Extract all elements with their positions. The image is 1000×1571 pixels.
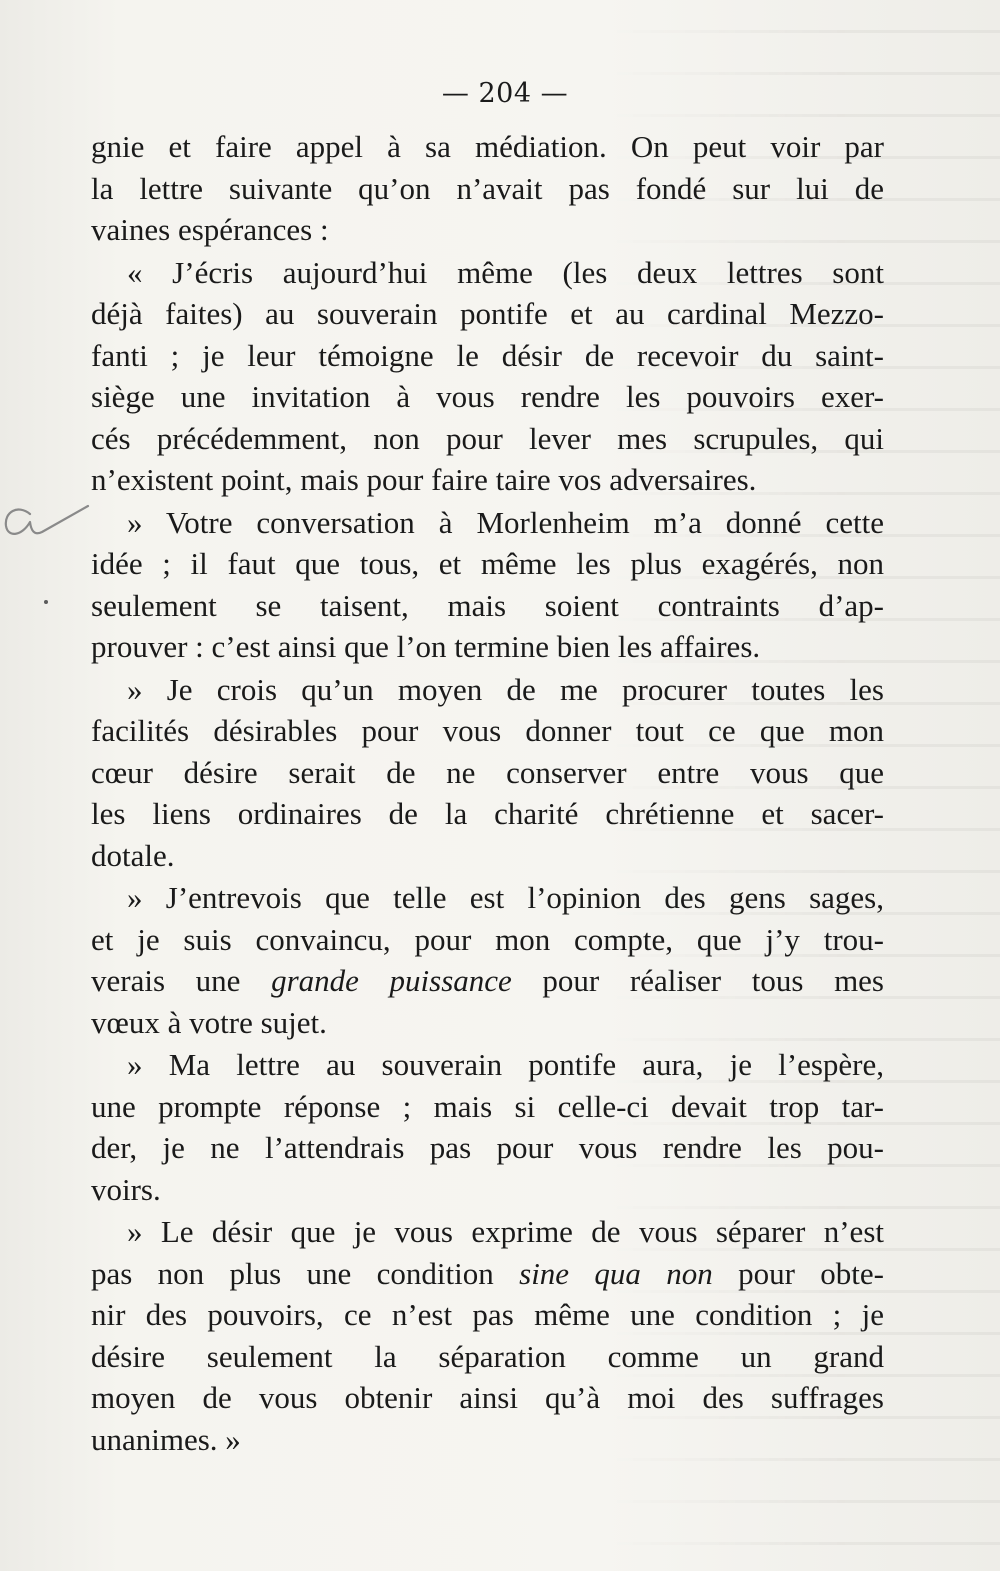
text-line: seulement se taisent, mais soient contraints d’ap-: [91, 587, 884, 623]
text-line: siège une invitation à vous rendre les pouvoirs exer-: [91, 379, 884, 414]
paragraph: [91, 877, 884, 1043]
text-line: gnie et faire appel à sa médiation. On peut voir par: [91, 129, 884, 164]
italic-phrase: grande puissance: [271, 963, 512, 998]
text-line: cœur désire serait de ne conserver entre vous que: [91, 754, 884, 790]
text-line: der, je ne l’attendrais pas pour vous rendre les pou-: [91, 1130, 884, 1165]
text-line: » J’entrevois que telle est l’opinion des gens sages,: [127, 880, 884, 915]
text-line: déjà faites) au souverain pontife et au cardinal Mezzo-: [91, 296, 884, 331]
text-line: fanti ; je leur témoigne le désir de recevoir du saint-: [91, 337, 884, 373]
text-line: verais une grande puissance pour réaliser tous mes: [91, 963, 885, 998]
text-line: dotale.: [91, 837, 175, 873]
text-line: « J’écris aujourd’hui même (les deux lettres sont: [127, 254, 884, 290]
text-line: n’existent point, mais pour faire taire vos adversaires.: [91, 462, 757, 497]
text-line: unanimes. »: [91, 1421, 241, 1457]
paragraph: [91, 1211, 884, 1460]
text-line: cés précédemment, non pour lever mes scrupules, qui: [91, 420, 884, 456]
text-line: la lettre suivante qu’on n’avait pas fondé sur lui de: [91, 170, 884, 206]
italic-phrase: sine qua non: [519, 1255, 713, 1291]
text-line: moyen de vous obtenir ainsi qu’à moi des suffrages: [91, 1380, 884, 1415]
paragraph: [91, 252, 884, 501]
ink-speck: [44, 600, 48, 604]
text-line: nir des pouvoirs, ce n’est pas même une condition ; je: [91, 1297, 884, 1332]
text-line: » Votre conversation à Morlenheim m’a donné cette: [127, 504, 884, 540]
paragraph: [91, 502, 884, 668]
text-line: et je suis convaincu, pour mon compte, que j’y trou-: [91, 921, 884, 957]
text-line: facilités désirables pour vous donner tout ce que mon: [91, 713, 884, 748]
page-number: — 204 —: [441, 78, 569, 109]
text-line: les liens ordinaires de la charité chrétienne et sacer-: [91, 796, 884, 831]
text-line: » Je crois qu’un moyen de me procurer toutes les: [127, 671, 884, 707]
paragraph: [91, 1044, 884, 1210]
text-line: vaines espérances :: [91, 212, 329, 247]
text-line: désire seulement la séparation comme un grand: [91, 1338, 884, 1374]
paragraph: [91, 669, 884, 877]
text-line: une prompte réponse ; mais si celle-ci devait trop tar-: [91, 1088, 884, 1124]
text-line: voirs.: [91, 1171, 161, 1207]
text-line: » Ma lettre au souverain pontife aura, je l’espère,: [127, 1047, 884, 1082]
page-body-text: [91, 126, 884, 1460]
paragraph: [91, 126, 884, 251]
text-line: pas non plus une condition sine qua non pour obte-: [91, 1255, 885, 1291]
pencil-margin-mark: [0, 492, 92, 552]
text-line: » Le désir que je vous exprime de vous séparer n’est: [127, 1214, 884, 1249]
text-line: prouver : c’est ainsi que l’on termine bien les affaires.: [91, 629, 761, 664]
text-line: vœux à votre sujet.: [91, 1004, 327, 1040]
text-line: idée ; il faut que tous, et même les plus exagérés, non: [91, 546, 884, 581]
